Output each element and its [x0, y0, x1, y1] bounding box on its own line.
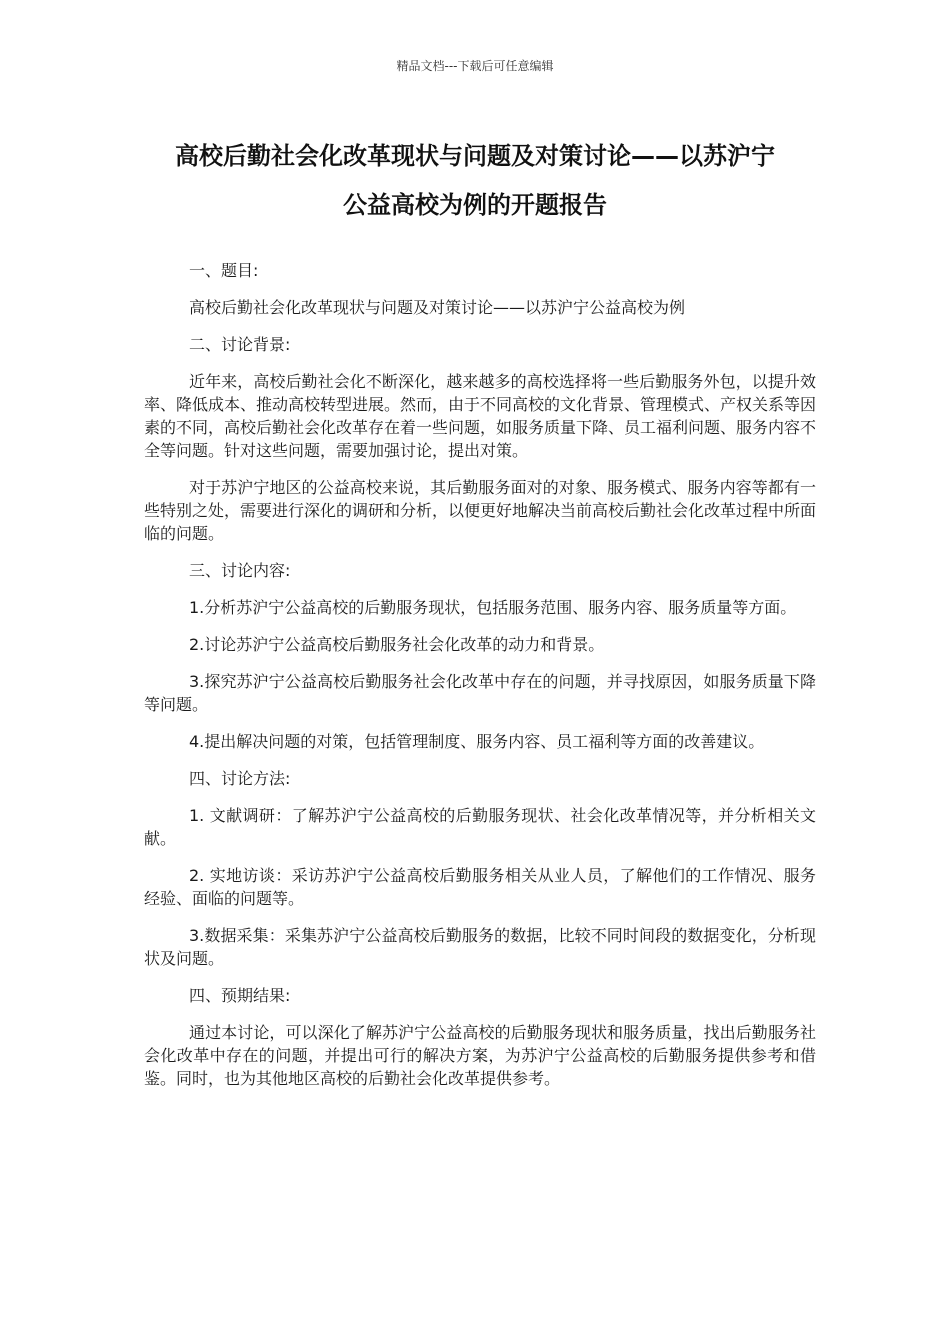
title-line-1: 高校后勤社会化改革现状与问题及对策讨论——以苏沪宁	[175, 142, 775, 170]
content-item-1: 1.分析苏沪宁公益高校的后勤服务现状，包括服务范围、服务内容、服务质量等方面。	[189, 598, 797, 617]
topic-text: 高校后勤社会化改革现状与问题及对策讨论——以苏沪宁公益高校为例	[189, 298, 686, 317]
background-paragraph-2: 对于苏沪宁地区的公益高校来说，其后勤服务面对的对象、服务模式、服务内容等都有一些特别之处，需要进行深化的调研和分析，以便更好地解决当前高校后勤社会化改革过程中所面临的问题。	[144, 478, 817, 543]
title-line-2: 公益高校为例的开题报告	[343, 191, 607, 219]
document-body	[144, 259, 816, 1104]
section-heading-background: 二、讨论背景:	[189, 335, 291, 354]
section-heading-expected-results: 四、预期结果:	[189, 986, 291, 1005]
method-item-1: 1. 文献调研：了解苏沪宁公益高校的后勤服务现状、社会化改革情况等，并分析相关文献。	[144, 806, 816, 848]
expected-results-paragraph: 通过本讨论，可以深化了解苏沪宁公益高校的后勤服务现状和服务质量，找出后勤服务社会化改革中存在的问题，并提出可行的解决方案，为苏沪宁公益高校的后勤服务提供参考和借鉴。同时，也为其他地区高校的后勤社会化改革提供参考。	[144, 1023, 816, 1088]
method-item-2: 2. 实地访谈：采访苏沪宁公益高校后勤服务相关从业人员，了解他们的工作情况、服务经验、面临的问题等。	[144, 866, 816, 908]
section-heading-topic: 一、题目:	[189, 261, 259, 280]
content-item-2: 2.讨论苏沪宁公益高校后勤服务社会化改革的动力和背景。	[189, 635, 605, 654]
document-title	[120, 132, 830, 230]
content-item-4: 4.提出解决问题的对策，包括管理制度、服务内容、员工福利等方面的改善建议。	[189, 732, 765, 751]
page-header-note: 精品文档---下载后可任意编辑	[396, 59, 554, 73]
method-item-3: 3.数据采集：采集苏沪宁公益高校后勤服务的数据，比较不同时间段的数据变化，分析现状及问题。	[144, 926, 816, 968]
section-heading-methods: 四、讨论方法:	[189, 769, 291, 788]
content-item-3: 3.探究苏沪宁公益高校后勤服务社会化改革中存在的问题，并寻找原因，如服务质量下降等问题。	[144, 672, 816, 714]
section-heading-content: 三、讨论内容:	[189, 561, 291, 580]
background-paragraph-1: 近年来，高校后勤社会化不断深化，越来越多的高校选择将一些后勤服务外包，以提升效率、降低成本、推动高校转型进展。然而，由于不同高校的文化背景、管理模式、产权关系等因素的不同，高校后勤社会化改革存在着一些问题，如服务质量下降、员工福利问题、服务内容不全等问题。针对这些问题，需要加强讨论，提出对策。	[144, 372, 817, 460]
